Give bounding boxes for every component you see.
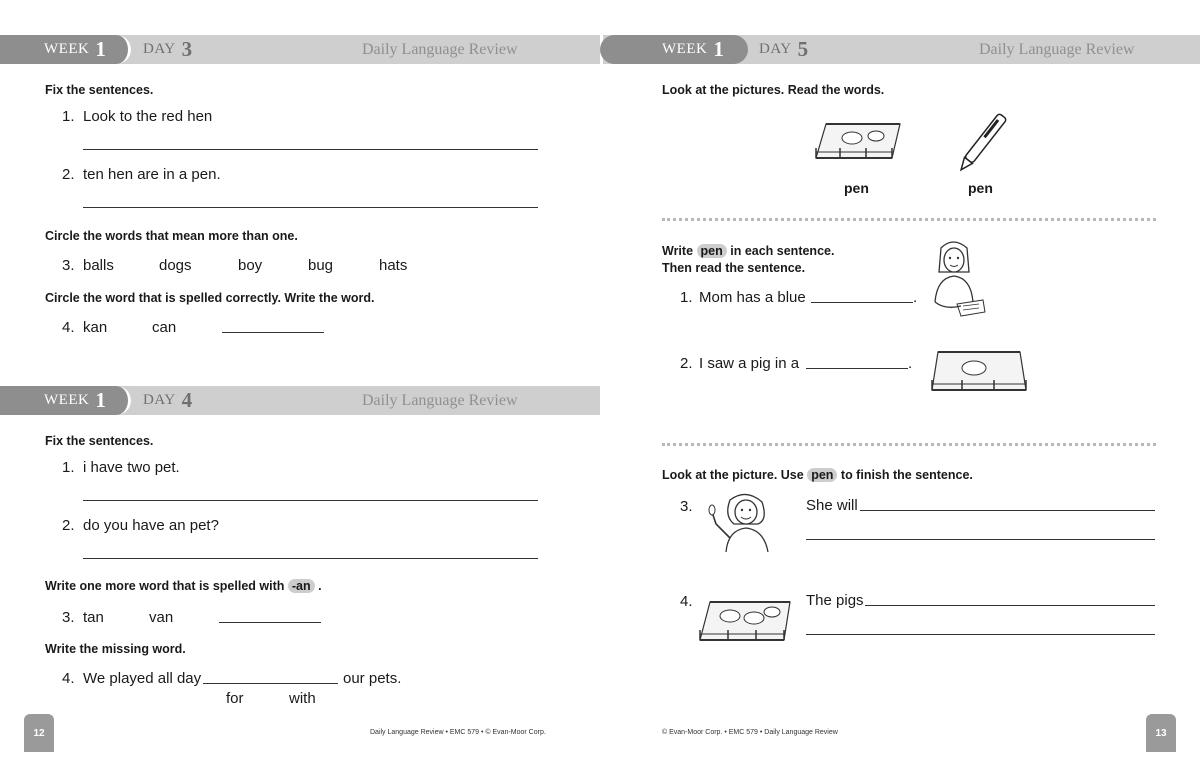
day3-instruction-2: Circle the words that mean more than one. <box>45 229 298 243</box>
day5-title: Daily Language Review <box>979 40 1135 58</box>
day5-q1-answer-line[interactable] <box>811 302 913 303</box>
day3-q4-answer-line[interactable] <box>222 332 324 333</box>
week-number: 1 <box>95 37 107 61</box>
day3-q1-text: Look to the red hen <box>83 108 213 125</box>
day4-q4-choice-for[interactable]: for <box>226 690 244 707</box>
day3-q3-number: 3. <box>62 257 75 274</box>
spelling-pattern-pill: -an <box>288 579 315 593</box>
left-page-number: 12 <box>24 714 54 752</box>
word-pill-pen: pen <box>697 244 727 258</box>
day3-q2-text: ten hen are in a pen. <box>83 166 221 183</box>
week-label: WEEK <box>44 392 90 408</box>
day4-q4-answer-line[interactable] <box>203 683 338 684</box>
day-number: 5 <box>797 37 809 61</box>
day3-q3-word-dogs[interactable]: dogs <box>159 257 192 274</box>
day3-q4-number: 4. <box>62 319 75 336</box>
day4-instruction-3: Write the missing word. <box>45 642 186 656</box>
day5-q3-text: She will <box>806 497 858 514</box>
pig-pen-picture <box>812 118 904 166</box>
day3-week-tab <box>0 35 131 64</box>
week-number: 1 <box>713 37 725 61</box>
day4-q3-answer-line[interactable] <box>219 622 321 623</box>
day4-q3-word-van: van <box>149 609 174 626</box>
day4-q2-answer-line[interactable] <box>83 558 538 559</box>
day5-q2-answer-line[interactable] <box>806 368 908 369</box>
day4-q1-number: 1. <box>62 459 75 476</box>
instruction-text: in each sentence. <box>730 244 835 258</box>
pig-pen-picture-2 <box>928 346 1030 398</box>
picture-word-pen-2: pen <box>968 180 993 196</box>
instruction-text: Write <box>662 244 694 258</box>
day-number: 3 <box>181 37 193 61</box>
day3-q1-answer-line[interactable] <box>83 149 538 150</box>
day5-day-label <box>759 35 809 64</box>
instruction-text: Write one more word that is spelled with <box>45 579 285 593</box>
day5-q4-number: 4. <box>680 593 693 610</box>
girl-writing-picture <box>925 238 987 322</box>
day5-instruction-2 <box>662 244 834 258</box>
day5-instruction-1: Look at the pictures. Read the words. <box>662 83 885 97</box>
day4-instruction-2 <box>45 579 322 593</box>
day3-q3-word-hats[interactable]: hats <box>379 257 408 274</box>
day-label: DAY <box>143 392 176 408</box>
day4-q4-choice-with[interactable]: with <box>289 690 316 707</box>
day3-title: Daily Language Review <box>362 40 518 58</box>
word-pill-pen-2: pen <box>807 468 837 482</box>
day3-q1-number: 1. <box>62 108 75 125</box>
day4-instruction-1: Fix the sentences. <box>45 434 154 448</box>
day5-q2-text: I saw a pig in a <box>699 355 800 372</box>
section-divider <box>662 218 1156 221</box>
day5-q1-text: Mom has a blue <box>699 289 806 306</box>
day3-q3-word-balls[interactable]: balls <box>83 257 114 274</box>
day4-q4-number: 4. <box>62 670 75 687</box>
day4-q4-text-before: We played all day <box>83 670 202 687</box>
day5-week-tab <box>600 35 748 64</box>
day4-q2-text: do you have an pet? <box>83 517 219 534</box>
day3-instruction-3: Circle the word that is spelled correctly. Write the word. <box>45 291 375 305</box>
week-number: 1 <box>95 388 107 412</box>
day-number: 4 <box>181 388 193 412</box>
girl-pointing-picture <box>706 490 776 554</box>
day3-q4-word-kan[interactable]: kan <box>83 319 108 336</box>
day4-q1-text: i have two pet. <box>83 459 180 476</box>
week-label: WEEK <box>662 41 708 57</box>
day3-day-label <box>143 35 193 64</box>
day4-q1-answer-line[interactable] <box>83 500 538 501</box>
day5-q3-number: 3. <box>680 498 693 515</box>
day-label: DAY <box>759 41 792 57</box>
day5-q3-answer-line-1[interactable] <box>860 510 1155 511</box>
day3-q3-word-boy[interactable]: boy <box>238 257 263 274</box>
day3-q2-answer-line[interactable] <box>83 207 538 208</box>
day5-q2-period: . <box>908 355 913 372</box>
day5-q4-text: The pigs <box>806 592 864 609</box>
day5-q3-answer-line-2[interactable] <box>806 539 1155 540</box>
day5-q4-answer-line-2[interactable] <box>806 634 1155 635</box>
day3-q3-word-bug[interactable]: bug <box>308 257 334 274</box>
day4-q2-number: 2. <box>62 517 75 534</box>
day3-q4-word-can[interactable]: can <box>152 319 177 336</box>
day4-q3-number: 3. <box>62 609 75 626</box>
day5-q2-number: 2. <box>680 355 693 372</box>
day3-instruction-1: Fix the sentences. <box>45 83 154 97</box>
day5-q1-number: 1. <box>680 289 693 306</box>
day4-day-label <box>143 386 193 415</box>
day5-instruction-2b: Then read the sentence. <box>662 261 806 275</box>
instruction-period: . <box>318 579 322 593</box>
left-footer-credit: Daily Language Review • EMC 579 • © Evan-Moor Corp. <box>370 729 546 736</box>
day4-q4-text-after: our pets. <box>343 670 402 687</box>
day5-q4-answer-line-1[interactable] <box>865 605 1155 606</box>
day4-title: Daily Language Review <box>362 391 518 409</box>
pen-picture <box>955 107 1009 179</box>
section-divider-2 <box>662 443 1156 446</box>
instruction-text: to finish the sentence. <box>840 468 973 482</box>
day5-instruction-3 <box>662 468 973 482</box>
pig-pen-picture-3 <box>696 596 798 648</box>
right-footer-credit: © Evan-Moor Corp. • EMC 579 • Daily Language Review <box>662 729 838 736</box>
day5-q1-period: . <box>913 289 918 306</box>
week-label: WEEK <box>44 41 90 57</box>
day3-q2-number: 2. <box>62 166 75 183</box>
instruction-text: Look at the picture. Use <box>662 468 804 482</box>
day-label: DAY <box>143 41 176 57</box>
right-page-number: 13 <box>1146 714 1176 752</box>
day4-week-tab <box>0 386 131 415</box>
day4-q3-word-tan: tan <box>83 609 104 626</box>
picture-word-pen-1: pen <box>844 180 869 196</box>
